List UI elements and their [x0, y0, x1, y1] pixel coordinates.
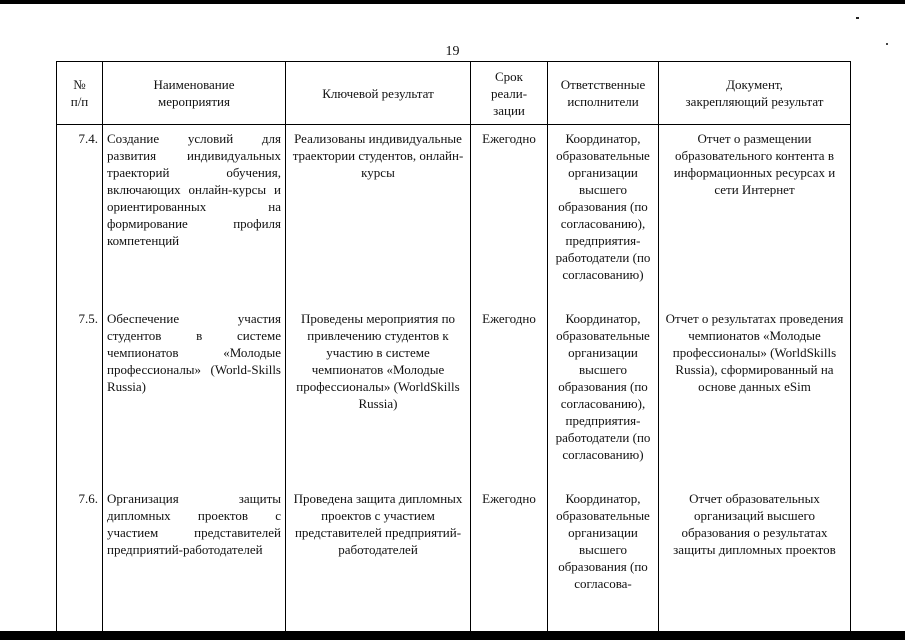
row-number: 7.6.	[57, 485, 103, 632]
row-name: Создание условий для развития индивидуальных траекторий обучения, включающих онлайн-курсы и ориентированных на формирование профиля компетенций	[103, 125, 286, 306]
row-result: Проведена защита дипломных проектов с участием представителей предприятий-работодателей	[286, 485, 471, 632]
row-document: Отчет о результатах проведения чемпионатов «Молодые профессионалы» (WorldSkills Russia), сформированный на основе данных eSim	[659, 305, 851, 485]
table-row	[57, 305, 851, 485]
row-number: 7.5.	[57, 305, 103, 485]
header-result: Ключевой результат	[286, 62, 471, 125]
header-term: Срок реали- зации	[471, 62, 548, 125]
scan-bottom-edge	[0, 631, 905, 640]
scan-speck	[856, 17, 859, 19]
table-header-row	[57, 62, 851, 125]
row-responsible: Координатор, образовательные организации высшего образования (по согласова-	[548, 485, 659, 632]
row-number: 7.4.	[57, 125, 103, 306]
row-term: Ежегодно	[471, 125, 548, 306]
header-number: № п/п	[57, 62, 103, 125]
header-name: Наименование мероприятия	[103, 62, 286, 125]
row-name: Организация защиты дипломных проектов с участием представителей предприятий-работодателей	[103, 485, 286, 632]
row-document: Отчет образовательных организаций высшего образования о результатах защиты дипломных проектов	[659, 485, 851, 632]
table-row	[57, 485, 851, 632]
header-document: Документ, закрепляющий результат	[659, 62, 851, 125]
row-responsible: Координатор, образовательные организации высшего образования (по согласованию), предприятия-работодатели (по согласованию)	[548, 305, 659, 485]
activities-table	[56, 61, 851, 632]
scan-top-edge	[0, 0, 905, 4]
row-term: Ежегодно	[471, 485, 548, 632]
table-row	[57, 125, 851, 306]
row-term: Ежегодно	[471, 305, 548, 485]
row-responsible: Координатор, образовательные организации высшего образования (по согласованию), предприятия-работодатели (по согласованию)	[548, 125, 659, 306]
header-responsible: Ответственные исполнители	[548, 62, 659, 125]
row-result: Реализованы индивидуальные траектории студентов, онлайн-курсы	[286, 125, 471, 306]
row-name: Обеспечение участия студентов в системе чемпионатов «Молодые профессионалы» (World-Skills Russia)	[103, 305, 286, 485]
row-document: Отчет о размещении образовательного контента в информационных ресурсах и сети Интернет	[659, 125, 851, 306]
page-number: 19	[445, 44, 460, 59]
row-result: Проведены мероприятия по привлечению студентов к участию в системе чемпионатов «Молодые профессионалы» (WorldSkills Russia)	[286, 305, 471, 485]
